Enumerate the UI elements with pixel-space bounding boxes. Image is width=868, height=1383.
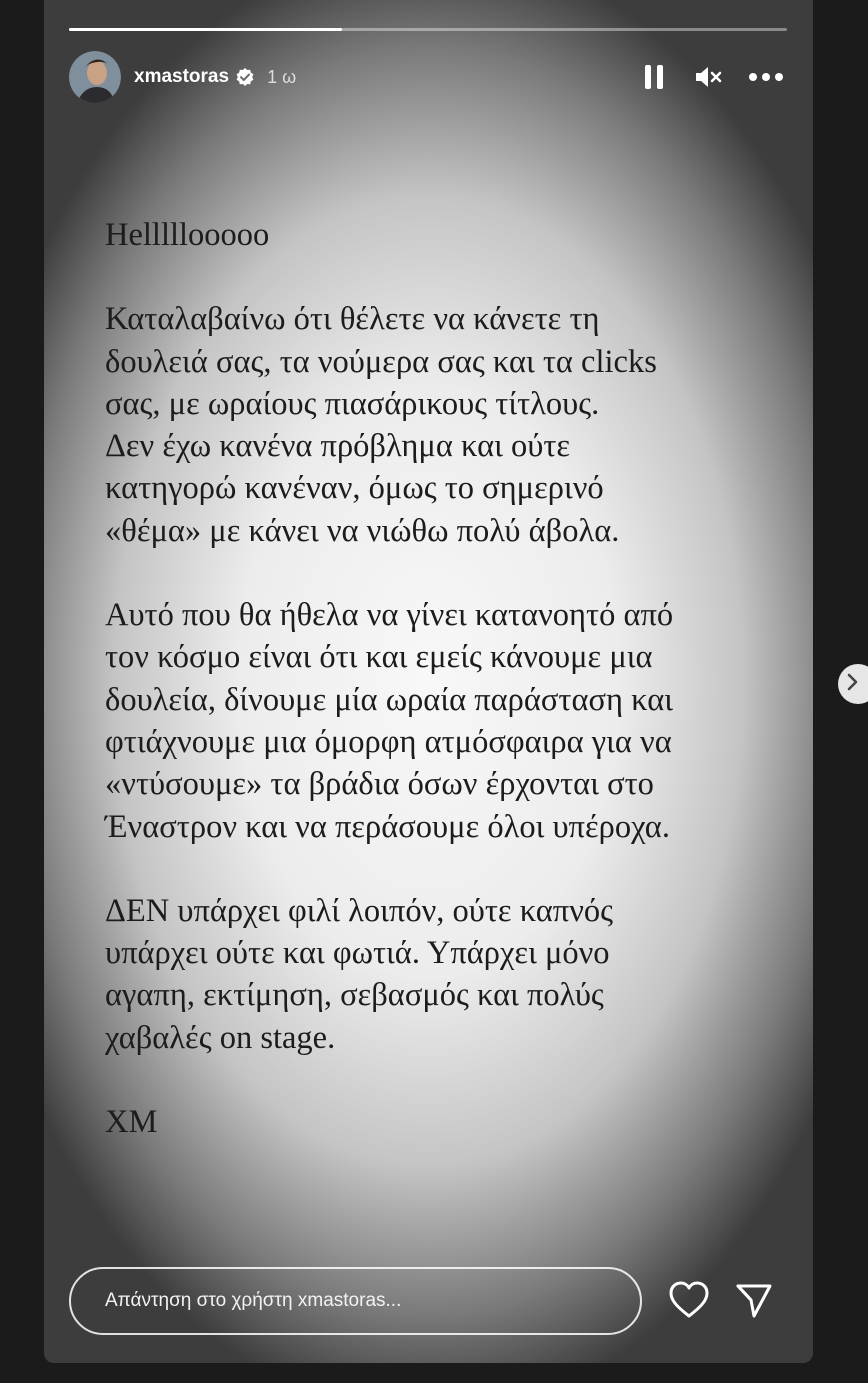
story-greeting: Helllllooooo (105, 217, 270, 253)
post-time: 1 ω (267, 66, 297, 87)
username[interactable]: xmastoras (134, 66, 230, 87)
muted-speaker-icon[interactable] (693, 62, 723, 92)
story-progress-bar (69, 28, 787, 31)
reply-input[interactable] (69, 1267, 642, 1335)
chevron-right-icon (844, 672, 860, 697)
story-header (69, 52, 785, 102)
pause-icon[interactable] (639, 62, 669, 92)
story-controls (639, 62, 785, 92)
avatar[interactable] (69, 51, 121, 103)
story-paragraph-2: Αυτό που θα ήθελα να γίνει κατανοητό από τον κόσμο είναι ότι και εμείς κάνουμε μια δουλεία, δίνουμε μία ωραία παράσταση και φτιάχνουμε μια όμορφη ατμόσφαιρα για να «ντύσουμε» τα βράδια όσων έρχονται στο Έναστρον και να περάσουμε όλοι υπέροχα. (105, 597, 674, 845)
story-signature: XM (105, 1104, 158, 1141)
story-text (105, 214, 785, 1143)
story-paragraph-1: Καταλαβαίνω ότι θέλετε να κάνετε τη δουλειά σας, τα νούμερα σας και τα clicks σας, με ωραίους πιασάρικους τίτλους. Δεν έχω κανένα πρόβλημα και ούτε κατηγορώ κανέναν, όμως το σημερινό «θέμα» με κάνει να νιώθω πολύ άβολα. (105, 301, 657, 549)
reply-placeholder: Απάντηση στο χρήστη xmastoras... (105, 1290, 402, 1311)
next-story-button[interactable] (838, 664, 868, 704)
verified-badge-icon (235, 67, 255, 87)
more-options-icon[interactable] (747, 62, 785, 92)
send-icon[interactable] (734, 1280, 774, 1320)
story-paragraph-3: ΔΕΝ υπάρχει φιλί λοιπόν, ούτε καπνός υπάρχει ούτε και φωτιά. Υπάρχει μόνο αγαπη, εκτίμηση, σεβασμός και πολύς χαβαλές on stage. (105, 892, 614, 1056)
story-viewer (44, 0, 813, 1363)
heart-icon[interactable] (668, 1280, 710, 1320)
story-progress-fill (69, 28, 342, 31)
